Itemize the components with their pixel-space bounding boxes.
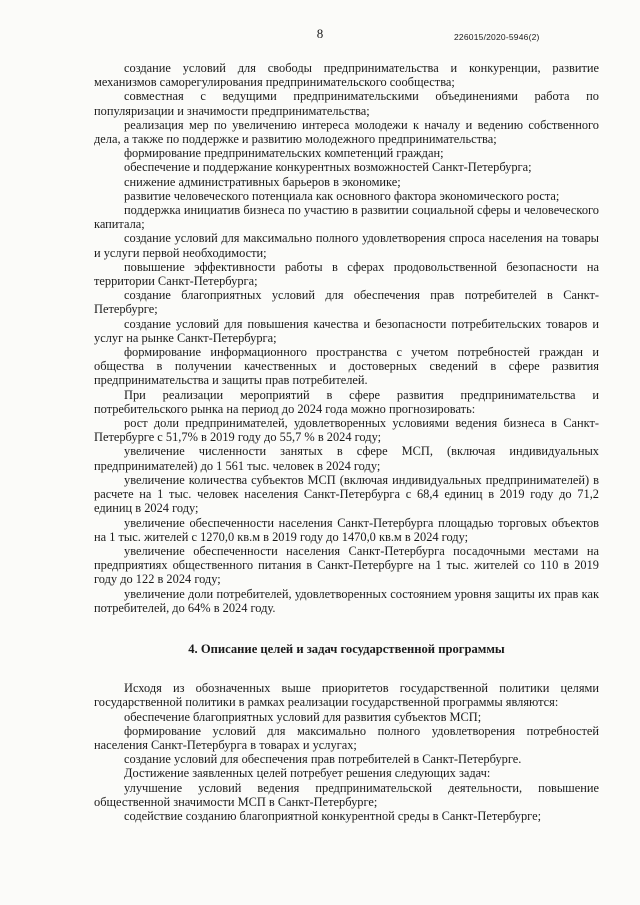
paragraph: развитие человеческого потенциала как основного фактора экономического роста; xyxy=(124,188,560,203)
paragraph: формирование информационного пространства с учетом потребностей граждан и общества в получении качественных и достоверных сведений в сфере развития предпринимательства и защиты прав потребителей. xyxy=(94,345,599,388)
paragraph: увеличение обеспеченности населения Санкт-Петербурга посадочными местами на предприятиях общественного питания в Санкт-Петербурге на 1 тыс. жителей со 110 в 2019 году до 122 в 2024 году; xyxy=(94,543,599,587)
paragraph: создание благоприятных условий для обеспечения прав потребителей в Санкт-Петербурге; xyxy=(94,288,599,317)
paragraph: совместная с ведущими предпринимательскими объединениями работа по популяризации и значимости предпринимательства; xyxy=(94,89,599,118)
paragraph: Исходя из обозначенных выше приоритетов государственной политики целями государственной политики в рамках реализации государственной программы являются: xyxy=(94,681,599,710)
paragraph: увеличение количества субъектов МСП (включая индивидуальных предпринимателей) в расчете на 1 тыс. человек населения Санкт-Петербурга с 68,4 единиц в 2019 году до 71,2 единиц в 2024 году; xyxy=(94,472,599,516)
paragraph: реализация мер по увеличению интереса молодежи к началу и ведению собственного дела, а также по поддержке и развитию молодежного предпринимательства; xyxy=(94,117,599,147)
paragraph: Достижение заявленных целей потребует решения следующих задач: xyxy=(124,766,491,781)
paragraph: увеличение доли потребителей, удовлетворенных состоянием уровня защиты их прав как потребителей, до 64% в 2024 году. xyxy=(94,586,599,615)
paragraph: обеспечение благоприятных условий для развития субъектов МСП; xyxy=(124,709,482,724)
paragraph: содействие созданию благоприятной конкурентной среды в Санкт-Петербурге; xyxy=(124,808,542,823)
paragraphs-top xyxy=(94,61,599,615)
paragraph: улучшение условий ведения предпринимательской деятельности, повышение общественной значимости МСП в Санкт-Петербурге; xyxy=(94,780,599,809)
paragraph: создание условий для обеспечения прав потребителей в Санкт-Петербурге. xyxy=(124,752,522,767)
paragraph: увеличение обеспеченности населения Санкт-Петербурга площадью торговых объектов на 1 тыс. жителей с 1270,0 кв.м в 2019 году до 1470,0 кв.м в 2024 году; xyxy=(94,515,599,544)
document-body xyxy=(94,61,599,823)
paragraph: снижение административных барьеров в экономике; xyxy=(124,174,401,189)
section-title: 4. Описание целей и задач государственной программы xyxy=(188,641,505,656)
paragraph: поддержка инициатив бизнеса по участию в развитии социальной сферы и человеческого капитала; xyxy=(94,203,599,232)
paragraph: увеличение численности занятых в сфере МСП, (включая индивидуальных предпринимателей) до 1 561 тыс. человек в 2024 году; xyxy=(94,444,599,473)
paragraph: формирование предпринимательских компетенций граждан; xyxy=(124,146,444,161)
paragraph: создание условий для свободы предпринимательства и конкуренции, развитие механизмов саморегулирования предпринимательского сообщества; xyxy=(94,61,599,90)
paragraphs-bottom xyxy=(94,681,599,823)
paragraph: повышение эффективности работы в сферах продовольственной безопасности на территории Санкт-Петербурга; xyxy=(94,259,599,289)
paragraph: рост доли предпринимателей, удовлетворенных условиями ведения бизнеса в Санкт-Петербурге с 51,7% в 2019 году до 55,7 % в 2024 году; xyxy=(94,416,599,445)
paragraph: создание условий для повышения качества и безопасности потребительских товаров и услуг на рынке Санкт-Петербурга; xyxy=(94,316,599,345)
page-number: 8 xyxy=(316,26,324,41)
paragraph: создание условий для максимально полного удовлетворения спроса населения на товары и услуги первой необходимости; xyxy=(94,231,599,260)
paragraph: формирование условий для максимально полного удовлетворения потребностей населения Санкт-Петербурга в товарах и услугах; xyxy=(94,723,599,752)
document-code: 226015/2020-5946(2) xyxy=(454,32,540,42)
paragraph: обеспечение и поддержание конкурентных возможностей Санкт-Петербурга; xyxy=(124,160,532,175)
paragraph: При реализации мероприятий в сфере развития предпринимательства и потребительского рынка на период до 2024 года можно прогнозировать: xyxy=(94,387,599,416)
